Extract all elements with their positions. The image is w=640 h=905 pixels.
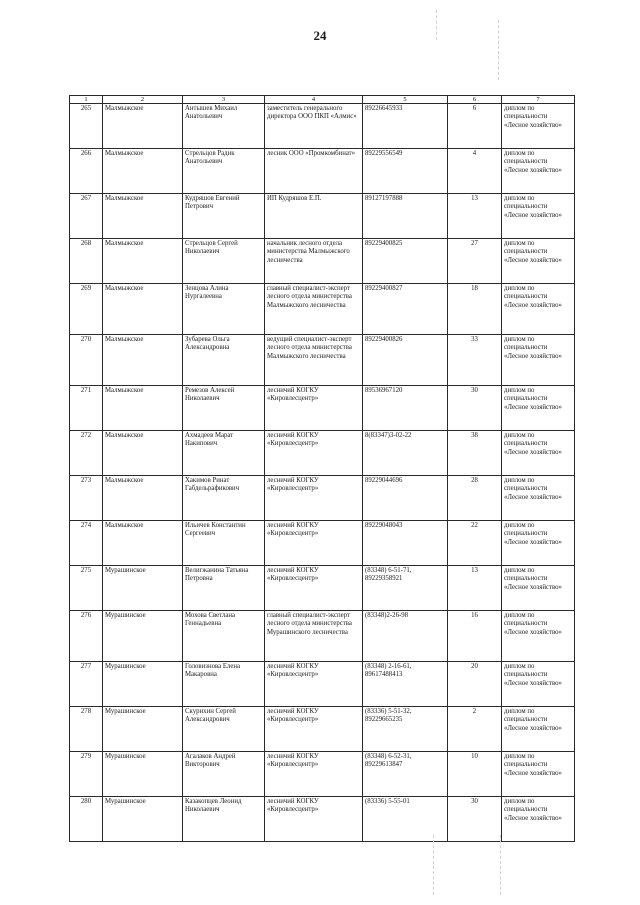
table-row — [70, 239, 575, 284]
phone-cell: 89229400825 — [363, 239, 448, 284]
position-cell: лесничий КОГКУ «Кировлесцентр» — [265, 707, 363, 752]
name-cell: Хакимов Ринат Габдельрафикович — [183, 476, 265, 521]
table-row — [70, 194, 575, 239]
phone-cell: (83348) 6-51-71, 89229358921 — [363, 566, 448, 611]
district-cell: Мурашинское — [103, 566, 183, 611]
column-header: 7 — [502, 96, 575, 104]
district-cell: Малмыжское — [103, 149, 183, 194]
education-cell: диплом по специальности «Лесное хозяйство» — [502, 752, 575, 797]
experience-cell: 10 — [448, 752, 502, 797]
experience-cell: 16 — [448, 611, 502, 662]
phone-cell: (83336) 5-51-32, 89229665235 — [363, 707, 448, 752]
table-row — [70, 386, 575, 431]
row-number: 267 — [70, 194, 103, 239]
table-row — [70, 335, 575, 386]
row-number: 272 — [70, 431, 103, 476]
position-cell: лесничий КОГКУ «Кировлесцентр» — [265, 797, 363, 842]
experience-cell: 27 — [448, 239, 502, 284]
position-cell: ИП Кудряшов Е.П. — [265, 194, 363, 239]
table-row — [70, 431, 575, 476]
experience-cell: 13 — [448, 566, 502, 611]
experience-cell: 38 — [448, 431, 502, 476]
row-number: 275 — [70, 566, 103, 611]
table-row — [70, 521, 575, 566]
table-row — [70, 566, 575, 611]
experience-cell: 6 — [448, 104, 502, 149]
phone-cell: 89229556549 — [363, 149, 448, 194]
education-cell: диплом по специальности «Лесное хозяйство» — [502, 194, 575, 239]
education-cell: диплом по специальности «Лесное хозяйство» — [502, 284, 575, 335]
district-cell: Мурашинское — [103, 752, 183, 797]
row-number: 266 — [70, 149, 103, 194]
education-cell: диплом по специальности «Лесное хозяйство» — [502, 431, 575, 476]
row-number: 278 — [70, 707, 103, 752]
position-cell: лесничий КОГКУ «Кировлесцентр» — [265, 431, 363, 476]
district-cell: Мурашинское — [103, 707, 183, 752]
specialists-table — [69, 95, 575, 842]
district-cell: Малмыжское — [103, 476, 183, 521]
education-cell: диплом по специальности «Лесное хозяйство» — [502, 707, 575, 752]
district-cell: Малмыжское — [103, 386, 183, 431]
education-cell: диплом по специальности «Лесное хозяйство» — [502, 566, 575, 611]
name-cell: Кудряшов Евгений Петрович — [183, 194, 265, 239]
row-number: 273 — [70, 476, 103, 521]
education-cell: диплом по специальности «Лесное хозяйство» — [502, 611, 575, 662]
row-number: 280 — [70, 797, 103, 842]
experience-cell: 4 — [448, 149, 502, 194]
phone-cell: 89536967120 — [363, 386, 448, 431]
phone-cell: (83348) 2-16-61, 89617488413 — [363, 662, 448, 707]
district-cell: Малмыжское — [103, 194, 183, 239]
phone-cell: 89229400827 — [363, 284, 448, 335]
name-cell: Скурихин Сергей Александрович — [183, 707, 265, 752]
phone-cell: (83348)2-26-98 — [363, 611, 448, 662]
experience-cell: 30 — [448, 797, 502, 842]
name-cell: Антышев Михаил Анатольевич — [183, 104, 265, 149]
position-cell: ведущий специалист-эксперт лесного отдела министерства Малмыжского лесничества — [265, 335, 363, 386]
experience-cell: 28 — [448, 476, 502, 521]
table-row — [70, 662, 575, 707]
education-cell: диплом по специальности «Лесное хозяйство» — [502, 335, 575, 386]
table-row — [70, 611, 575, 662]
table-row — [70, 752, 575, 797]
table-row — [70, 476, 575, 521]
table-header-row — [70, 96, 575, 104]
district-cell: Мурашинское — [103, 662, 183, 707]
name-cell: Казакопцев Леонид Николаевич — [183, 797, 265, 842]
phone-cell: 8(83347)3-02-22 — [363, 431, 448, 476]
district-cell: Малмыжское — [103, 335, 183, 386]
name-cell: Ремезов Алексей Николаевич — [183, 386, 265, 431]
table-row — [70, 797, 575, 842]
position-cell: главный специалист-эксперт лесного отдела министерства Мурашинского лесничества — [265, 611, 363, 662]
name-cell: Агалаков Андрей Викторович — [183, 752, 265, 797]
education-cell: диплом по специальности «Лесное хозяйство» — [502, 797, 575, 842]
row-number: 265 — [70, 104, 103, 149]
name-cell: Стрельцов Радик Анатольевич — [183, 149, 265, 194]
education-cell: диплом по специальности «Лесное хозяйство» — [502, 521, 575, 566]
experience-cell: 18 — [448, 284, 502, 335]
district-cell: Мурашинское — [103, 611, 183, 662]
scan-artifact-line — [433, 835, 434, 895]
position-cell: главный специалист-эксперт лесного отдела министерства Малмыжского лесничества — [265, 284, 363, 335]
name-cell: Мохова Светлана Геннадьевна — [183, 611, 265, 662]
district-cell: Малмыжское — [103, 239, 183, 284]
name-cell: Головизнова Елена Макаровна — [183, 662, 265, 707]
district-cell: Малмыжское — [103, 431, 183, 476]
row-number: 268 — [70, 239, 103, 284]
phone-cell: (83348) 6-52-31, 89229613847 — [363, 752, 448, 797]
phone-cell: 89229048043 — [363, 521, 448, 566]
experience-cell: 33 — [448, 335, 502, 386]
district-cell: Малмыжское — [103, 521, 183, 566]
phone-cell: 89127197888 — [363, 194, 448, 239]
position-cell: лесничий КОГКУ «Кировлесцентр» — [265, 662, 363, 707]
table-row — [70, 149, 575, 194]
education-cell: диплом по специальности «Лесное хозяйство» — [502, 239, 575, 284]
experience-cell: 30 — [448, 386, 502, 431]
experience-cell: 13 — [448, 194, 502, 239]
row-number: 276 — [70, 611, 103, 662]
column-header: 1 — [70, 96, 103, 104]
row-number: 277 — [70, 662, 103, 707]
education-cell: диплом по специальности «Лесное хозяйство» — [502, 386, 575, 431]
page-number: 24 — [313, 28, 327, 43]
phone-cell: 89226645933 — [363, 104, 448, 149]
name-cell: Зубарева Ольга Александровна — [183, 335, 265, 386]
position-cell: лесничий КОГКУ «Кировлесцентр» — [265, 476, 363, 521]
name-cell: Ильичев Константин Сергеевич — [183, 521, 265, 566]
row-number: 271 — [70, 386, 103, 431]
row-number: 270 — [70, 335, 103, 386]
position-cell: лесничий КОГКУ «Кировлесцентр» — [265, 521, 363, 566]
table-row — [70, 284, 575, 335]
name-cell: Ахмадеев Марат Накипович — [183, 431, 265, 476]
position-cell: начальник лесного отдела министерства Малмыжского лесничества — [265, 239, 363, 284]
row-number: 269 — [70, 284, 103, 335]
education-cell: диплом по специальности «Лесное хозяйство» — [502, 476, 575, 521]
column-header: 5 — [363, 96, 448, 104]
column-header: 3 — [183, 96, 265, 104]
position-cell: лесничий КОГКУ «Кировлесцентр» — [265, 566, 363, 611]
position-cell: лесничий КОГКУ «Кировлесцентр» — [265, 752, 363, 797]
phone-cell: (83336) 5-55-01 — [363, 797, 448, 842]
district-cell: Малмыжское — [103, 104, 183, 149]
position-cell: заместитель генерального директора ООО ПКП «Алмис» — [265, 104, 363, 149]
name-cell: Велигжанина Татьяна Петровна — [183, 566, 265, 611]
education-cell: диплом по специальности «Лесное хозяйство» — [502, 149, 575, 194]
education-cell: диплом по специальности «Лесное хозяйство» — [502, 104, 575, 149]
district-cell: Малмыжское — [103, 284, 183, 335]
column-header: 4 — [265, 96, 363, 104]
table-row — [70, 707, 575, 752]
position-cell: лесник ООО «Промкомбинат» — [265, 149, 363, 194]
phone-cell: 89229400826 — [363, 335, 448, 386]
column-header: 6 — [448, 96, 502, 104]
scan-artifact-line — [500, 835, 501, 895]
scan-artifact-line — [498, 20, 499, 80]
scan-artifact-line — [436, 10, 437, 40]
row-number: 279 — [70, 752, 103, 797]
phone-cell: 89229044696 — [363, 476, 448, 521]
name-cell: Стрельцов Сергей Николаевич — [183, 239, 265, 284]
position-cell: лесничий КОГКУ «Кировлесцентр» — [265, 386, 363, 431]
name-cell: Зенцова Алина Нургалеевна — [183, 284, 265, 335]
experience-cell: 2 — [448, 707, 502, 752]
experience-cell: 20 — [448, 662, 502, 707]
table-row — [70, 104, 575, 149]
education-cell: диплом по специальности «Лесное хозяйство» — [502, 662, 575, 707]
row-number: 274 — [70, 521, 103, 566]
column-header: 2 — [103, 96, 183, 104]
district-cell: Мурашинское — [103, 797, 183, 842]
experience-cell: 22 — [448, 521, 502, 566]
